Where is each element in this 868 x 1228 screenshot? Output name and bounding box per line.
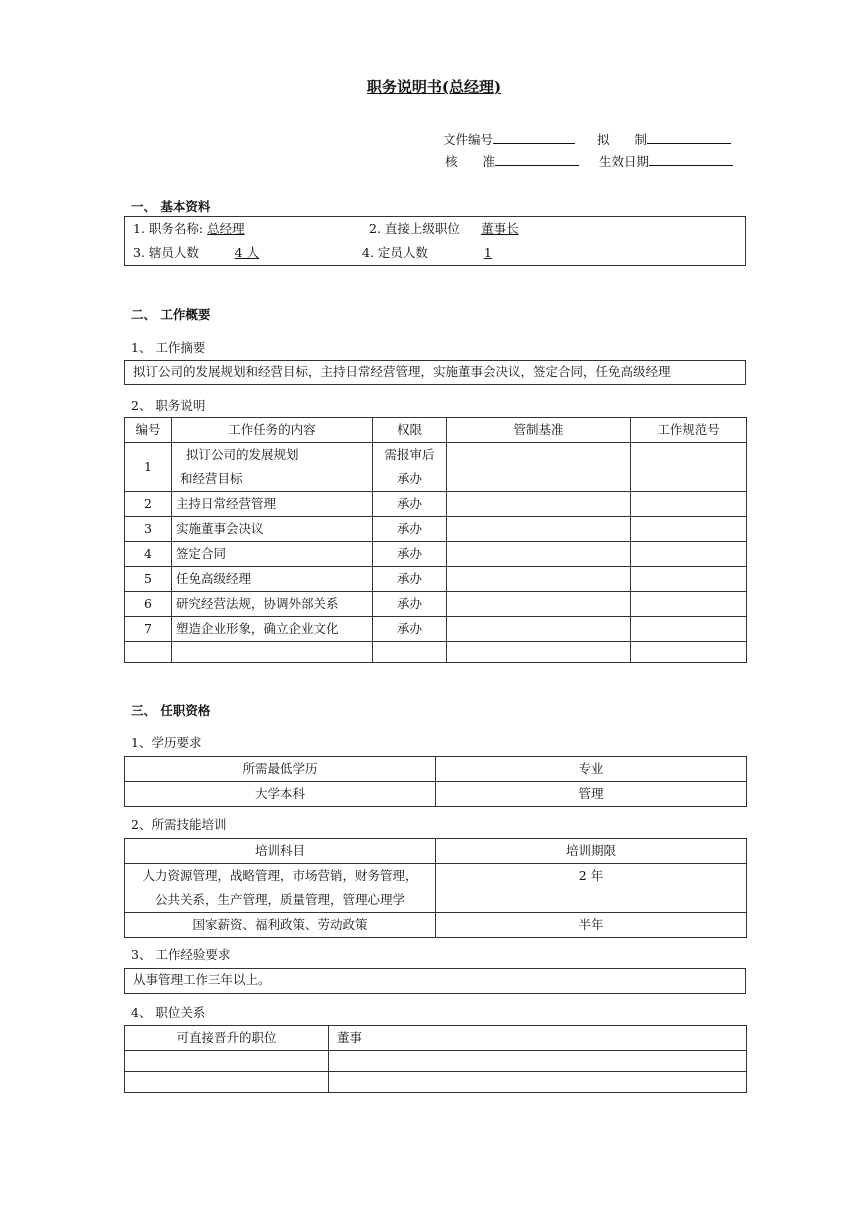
education-table [124,756,747,807]
relations-subheading: 4、 职位关系 [131,1005,206,1020]
header-control: 管制基准 [447,418,631,443]
table-row: 可直接晋升的职位 董事 [125,1026,747,1051]
table-row: 6 研究经营法规，协调外部关系 承办 [125,592,747,617]
page-title: 职务说明书(总经理) [366,78,502,96]
table-row: 4 签定合同 承办 [125,542,747,567]
table-row: 人力资源管理，战略管理，市场营销，财务管理， 公共关系，生产管理，质量管理，管理心理学 2 年 [125,864,747,913]
doc-no-blank[interactable] [493,130,575,144]
effective-label: 生效日期 [598,154,649,169]
superior-value: 董事长 [481,221,519,236]
table-row: 国家薪资、福利政策、劳动政策 半年 [125,913,747,938]
education-header-row: 所需最低学历 专业 [125,757,747,782]
table-row: 5 任免高级经理 承办 [125,567,747,592]
row-control [447,443,631,492]
duties-subheading: 2、 职务说明 [131,398,206,413]
doc-no-label: 文件编号 [443,132,494,147]
doc-meta-row-2 [445,152,733,170]
effective-blank[interactable] [649,152,733,166]
header-task: 工作任务的内容 [172,418,373,443]
table-row-empty [125,1051,747,1072]
job-title-field: 1. 职务名称: 总经理 [133,219,291,237]
subordinates-field: 3. 辖员人数 4 人 [133,243,291,261]
table-row: 3 实施董事会决议 承办 [125,517,747,542]
approve-blank[interactable] [495,152,579,166]
headcount-field: 4. 定员人数 1 [362,243,544,261]
training-subheading: 2、所需技能培训 [131,817,227,832]
basic-info-box [124,216,746,266]
summary-subheading: 1、 工作摘要 [131,340,206,355]
education-subheading: 1、学历要求 [131,735,202,750]
doc-meta-row-1 [443,130,731,148]
training-header-row: 培训科目 培训期限 [125,839,747,864]
duties-table [124,417,747,663]
table-row: 2 主持日常经营管理 承办 [125,492,747,517]
row-authority: 需报审后 承办 [373,443,447,492]
table-row: 7 塑造企业形象，确立企业文化 承办 [125,617,747,642]
table-row [125,443,747,492]
summary-box: 拟订公司的发展规划和经营目标，主持日常经营管理，实施董事会决议，签定合同，任免高级经理 [124,360,746,385]
header-spec: 工作规范号 [631,418,747,443]
row-spec [631,443,747,492]
draft-label: 拟 制 [596,132,647,147]
table-row-empty [125,1072,747,1093]
header-no: 编号 [125,418,172,443]
section-overview-heading: 二、 工作概要 [131,307,211,322]
duties-header-row [125,418,747,443]
job-title-value: 总经理 [207,221,245,236]
row-no: 1 [125,443,172,492]
subordinates-value: 4 人 [234,245,260,260]
header-authority: 权限 [373,418,447,443]
experience-box: 从事管理工作三年以上。 [124,968,746,994]
training-table [124,838,747,938]
table-row: 大学本科 管理 [125,782,747,807]
row-task: 拟订公司的发展规划 和经营目标 [172,443,373,492]
experience-subheading: 3、 工作经验要求 [131,947,231,962]
table-row-empty [125,642,747,663]
relations-table [124,1025,747,1093]
draft-blank[interactable] [647,130,731,144]
superior-field: 2. 直接上级职位 董事长 [369,219,536,237]
headcount-value: 1 [483,245,492,260]
approve-label: 核 准 [445,154,496,169]
section-basic-heading: 一、 基本资料 [131,199,211,214]
section-qualifications-heading: 三、 任职资格 [131,703,211,718]
